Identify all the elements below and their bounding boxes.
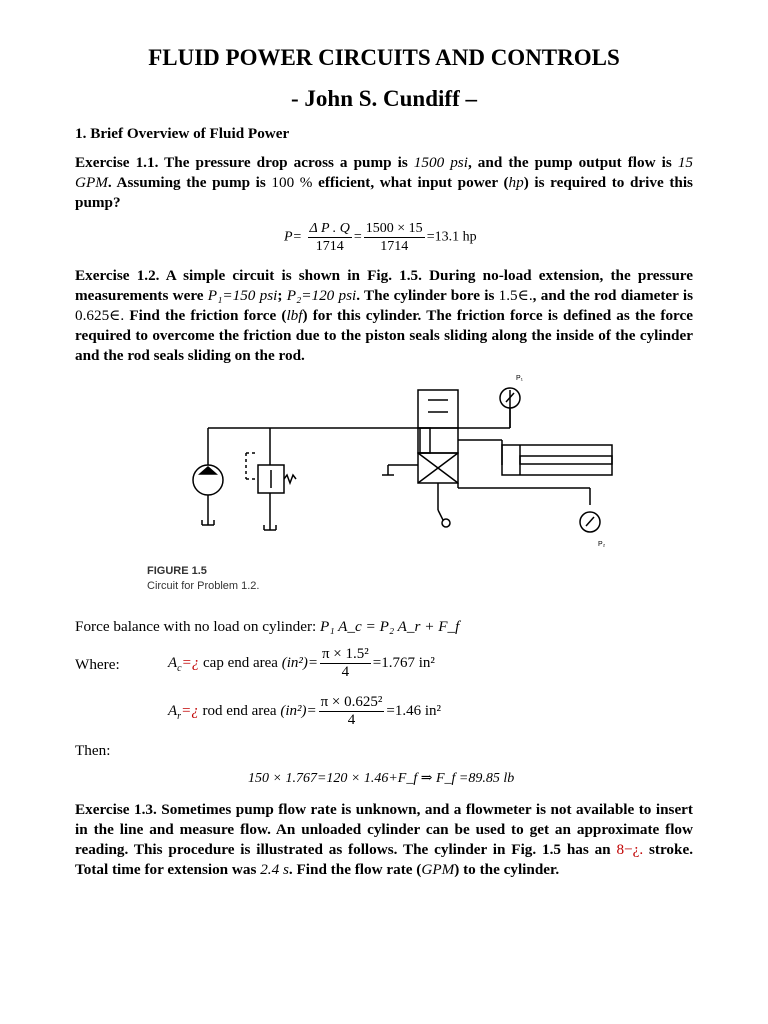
exercise-1-1 <box>75 153 693 213</box>
dcv-upper-block <box>418 390 458 428</box>
ex12-text-1: Exercise 1.2. A simple circuit is shown in Fig. 1.5. During no-load extension, the pressure measurements were <box>75 267 693 304</box>
ac-description: cap end area <box>199 654 282 671</box>
ac-symbol: A <box>168 654 178 671</box>
ex11-text-2: , and the pump output flow is <box>467 154 678 171</box>
ex13-time-value: 2.4 s <box>260 861 289 878</box>
ex12-p1-value: P₁=150 psi <box>207 287 278 304</box>
equation-friction: 150 × 1.767=120 × 1.46+F_f ⇒ F_f =89.85 lb <box>248 771 515 786</box>
ex12-text-4: , and the rod diameter is <box>532 287 694 304</box>
force-balance-line <box>75 617 459 637</box>
hydraulic-circuit-diagram <box>180 370 620 565</box>
ac-unit: (in²)= <box>281 654 318 671</box>
force-balance-equation: P₁ A_c = P₂ A_r + F_f <box>320 618 460 635</box>
ex11-flow-value: 15 GPM <box>75 154 693 191</box>
ar-glyph: =¿ <box>181 702 199 719</box>
eq11-frac1-numerator: Δ P . Q <box>309 221 350 236</box>
ex13-text-2: stroke. Total time for extension was <box>75 841 693 878</box>
ex11-text-1: Exercise 1.1. The pressure drop across a pump is <box>75 154 414 171</box>
ac-subscript: c <box>177 662 182 674</box>
ex12-text-2: ; <box>277 287 287 304</box>
ex11-unit: hp <box>508 174 524 191</box>
eq11-frac2-denominator: 1714 <box>380 239 409 254</box>
cylinder-barrel <box>502 445 612 475</box>
figure-label: FIGURE 1.5 <box>147 565 207 577</box>
where-label: Where: <box>75 656 120 673</box>
ac-fraction <box>320 646 371 681</box>
section-heading: 1. Brief Overview of Fluid Power <box>75 125 290 142</box>
eq11-result: =13.1 hp <box>426 229 477 245</box>
ar-denominator: 4 <box>347 712 356 728</box>
ar-fraction <box>319 694 385 729</box>
ex11-text-3: . Assuming the pump is <box>107 174 272 191</box>
ex12-bore-value: 1.5∈. <box>498 287 533 304</box>
ar-numerator: π × 0.625² <box>320 694 383 710</box>
ex12-text-5: Find the friction force ( <box>124 307 287 324</box>
ex11-text-4: efficient, what input power ( <box>312 174 509 191</box>
ex13-text-4: ) to the cylinder. <box>454 861 560 878</box>
ex11-efficiency-value: 100 % <box>271 174 313 191</box>
ar-result: =1.46 in² <box>386 702 442 719</box>
equation-power <box>284 220 477 255</box>
figure-caption: Circuit for Problem 1.2. <box>147 580 260 592</box>
ex12-unit: lbf <box>286 307 303 324</box>
ex13-stroke-value: 8−¿. <box>616 841 644 858</box>
ar-description: rod end area <box>198 702 281 719</box>
ac-result: =1.767 in² <box>372 654 435 671</box>
ex11-text-5: ) is required to drive this pump? <box>75 174 693 211</box>
ex11-pressure-value: 1500 psi <box>413 154 468 171</box>
eq11-equals: = <box>353 229 362 245</box>
ar-subscript: r <box>177 710 182 722</box>
document-author: - John S. Cundiff – <box>291 86 477 111</box>
then-label: Then: <box>75 742 111 759</box>
eq11-frac2-numerator: 1500 × 15 <box>365 221 423 236</box>
ac-numerator: π × 1.5² <box>321 646 369 662</box>
ac-glyph: =¿ <box>181 654 200 671</box>
eq11-fraction-2 <box>364 220 425 255</box>
ex13-text-3: . Find the flow rate ( <box>288 861 422 878</box>
eq11-frac1-denominator: 1714 <box>315 239 344 254</box>
gauge1-label: P₁ <box>516 375 524 382</box>
exercise-1-3 <box>75 800 693 880</box>
equation-cap-area <box>168 646 435 681</box>
eq11-fraction-1 <box>308 220 352 255</box>
document-title: FLUID POWER CIRCUITS AND CONTROLS <box>148 45 620 70</box>
eq11-lhs: P= <box>284 229 302 245</box>
ex13-unit: GPM <box>421 861 455 878</box>
exercise-1-2 <box>75 266 693 366</box>
ar-symbol: A <box>168 702 178 719</box>
equation-rod-area <box>168 694 441 729</box>
ex12-p2-value: P₂=120 psi <box>286 287 357 304</box>
ex13-text-1: Exercise 1.3. Sometimes pump flow rate is unknown, and a flowmeter is not available to insert in the line and measure flow. An unloaded cylinder can be used to get an approximate flow reading. This procedure is illustrated as follows. The cylinder in Fig. 1.5 has an <box>75 801 693 858</box>
ex12-rod-value: 0.625∈. <box>75 307 125 324</box>
ex12-text-3: . The cylinder bore is <box>356 287 499 304</box>
ac-denominator: 4 <box>341 664 350 680</box>
ar-unit: (in²)= <box>280 702 317 719</box>
gauge2-label: P₂ <box>598 541 606 548</box>
force-balance-text: Force balance with no load on cylinder: <box>75 618 321 635</box>
ex12-text-6: ) for this cylinder. The friction force is defined as the force required to overcome the friction due to the piston seals sliding along the inside of the cylinder and the rod seals sliding on the rod. <box>75 307 693 364</box>
